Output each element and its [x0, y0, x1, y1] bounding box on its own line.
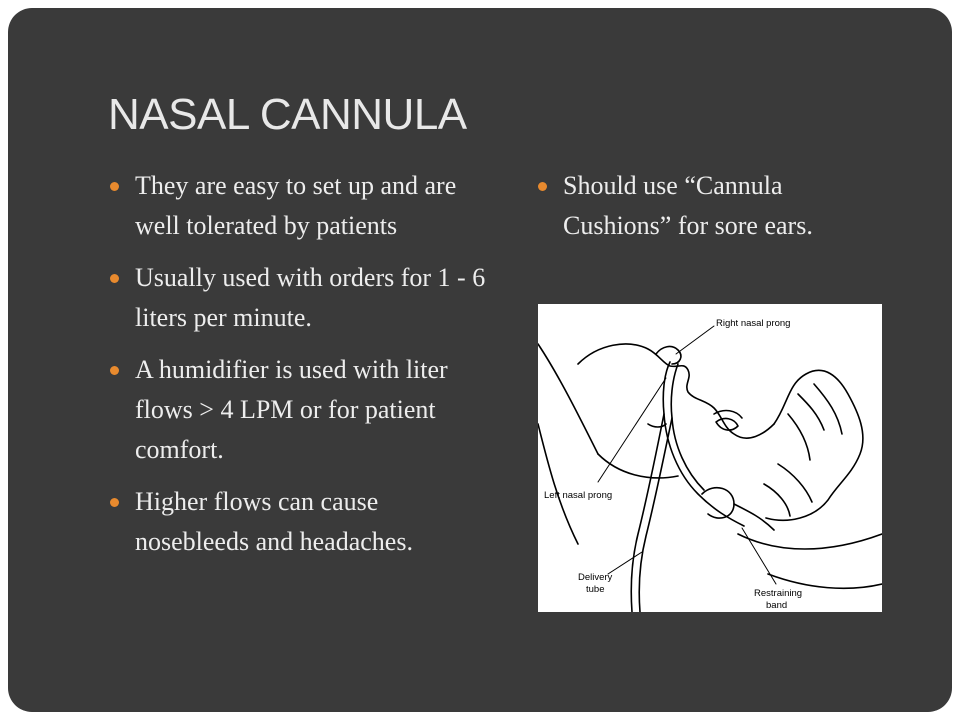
pillow-line	[538, 344, 598, 454]
bullet-text: Should use “Cannula Cushions” for sore ears.	[563, 171, 813, 240]
bullet-item	[108, 258, 488, 338]
label-delivery-tube-2: tube	[586, 584, 605, 595]
pillow-line	[538, 424, 578, 544]
restraining-band	[734, 504, 774, 530]
delivery-tube	[639, 418, 672, 612]
bullet-dot-icon	[110, 182, 119, 191]
face-profile	[578, 344, 774, 438]
patient-illustration	[538, 304, 882, 612]
delivery-tube	[631, 414, 664, 612]
bullet-dot-icon	[110, 274, 119, 283]
right-bullet-list	[536, 166, 876, 258]
bullet-item	[108, 350, 488, 470]
nose	[656, 347, 681, 364]
label-left-prong: Left nasal prong	[544, 490, 613, 501]
bullet-dot-icon	[110, 498, 119, 507]
label-restraining-band-2: band	[766, 600, 788, 611]
left-bullet-list	[108, 166, 488, 574]
label-right-prong: Right nasal prong	[716, 318, 791, 329]
label-delivery-tube-1: Delivery	[578, 572, 613, 583]
bullet-item	[536, 166, 876, 246]
slide-title: NASAL CANNULA	[108, 90, 467, 139]
bullet-text: Higher flows can cause nosebleeds and headaches.	[135, 487, 413, 556]
label-restraining-band-1: Restraining	[754, 588, 803, 599]
cannula-tube	[663, 362, 744, 526]
jaw	[598, 454, 678, 478]
pillow-line	[768, 574, 882, 588]
bullet-text: They are easy to set up and are well tolerated by patients	[135, 171, 457, 240]
pillow-line	[738, 534, 882, 549]
bullet-dot-icon	[538, 182, 547, 191]
mouth	[648, 424, 666, 427]
bullet-dot-icon	[110, 366, 119, 375]
bullet-item	[108, 482, 488, 562]
bullet-text: A humidifier is used with liter flows > 4 LPM or for patient comfort.	[135, 355, 448, 464]
bullet-item	[108, 166, 488, 246]
nasal-cannula-illustration	[538, 304, 882, 612]
bullet-text: Usually used with orders for 1 - 6 liters per minute.	[135, 263, 486, 332]
slide	[8, 8, 952, 712]
